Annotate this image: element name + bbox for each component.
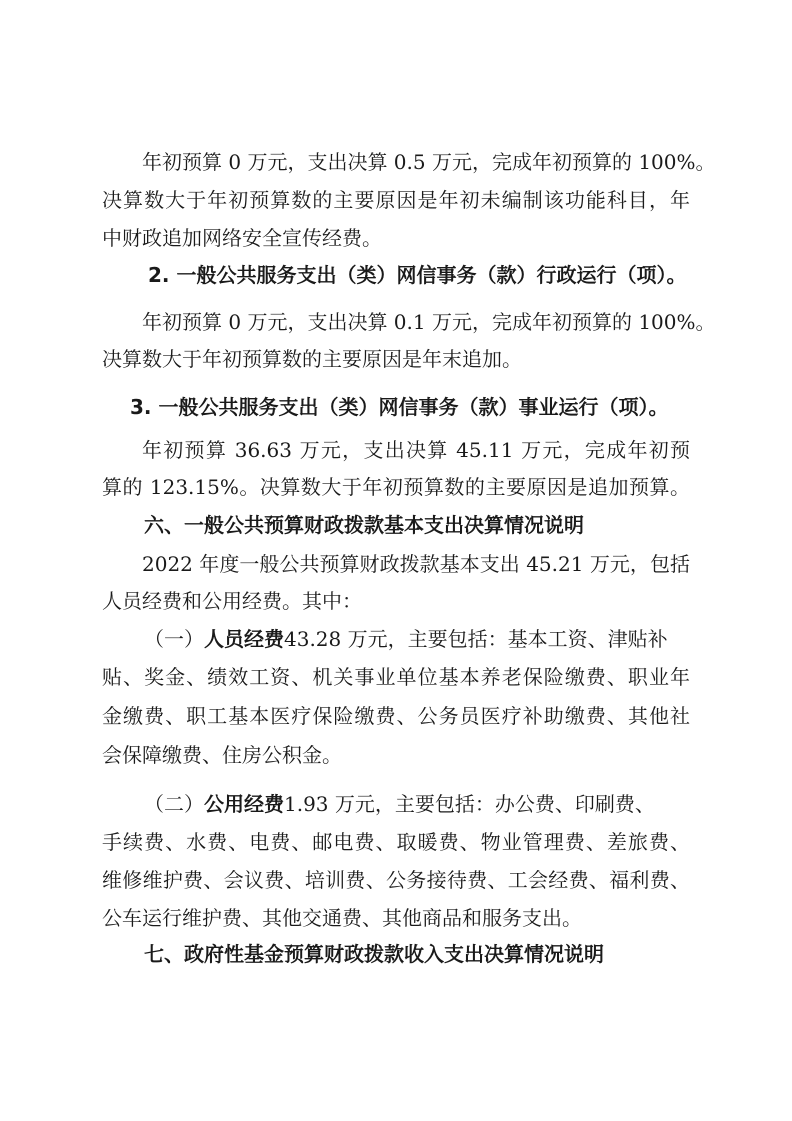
list-prefix: （一） <box>144 627 204 651</box>
paragraph-line: 算的 123.15%。决算数大于年初预算数的主要原因是追加预算。 <box>102 475 690 499</box>
paragraph-line: 金缴费、职工基本医疗保险缴费、公务员医疗补助缴费、其他社 <box>102 704 690 728</box>
paragraph-line: 年初预算 0 万元，支出决算 0.5 万元，完成年初预算的 100%。 <box>142 150 716 174</box>
label-personnel-expense: 人员经费 <box>204 627 284 651</box>
section-heading: 七、政府性基金预算财政拨款收入支出决算情况说明 <box>144 942 604 966</box>
paragraph-line: 年初预算 0 万元，支出决算 0.1 万元，完成年初预算的 100%。 <box>142 310 716 334</box>
paragraph-line: 公车运行维护费、其他交通费、其他商品和服务支出。 <box>102 906 582 930</box>
section-heading: 3. 一般公共服务支出（类）网信事务（款）事业运行（项）。 <box>130 395 669 419</box>
paragraph-line: 2022 年度一般公共预算财政拨款基本支出 45.21 万元，包括 <box>142 552 690 576</box>
paragraph-line: 决算数大于年初预算数的主要原因是年末追加。 <box>102 347 522 371</box>
paragraph-line: 人员经费和公用经费。其中： <box>102 589 362 613</box>
paragraph-line: （二）公用经费1.93 万元，主要包括：办公费、印刷费、 <box>144 792 655 816</box>
list-prefix: （二） <box>144 792 204 816</box>
label-public-expense: 公用经费 <box>204 792 284 816</box>
paragraph-line: 中财政追加网络安全宣传经费。 <box>102 226 382 250</box>
paragraph-line: 维修维护费、会议费、培训费、公务接待费、工会经费、福利费、 <box>102 868 690 892</box>
paragraph-line: （一）人员经费43.28 万元，主要包括：基本工资、津贴补 <box>144 627 668 651</box>
paragraph-line: 手续费、水费、电费、邮电费、取暖费、物业管理费、差旅费、 <box>102 830 690 854</box>
paragraph-line: 年初预算 36.63 万元，支出决算 45.11 万元，完成年初预 <box>142 438 690 462</box>
paragraph-line: 会保障缴费、住房公积金。 <box>102 743 342 767</box>
paragraph-line: 贴、奖金、绩效工资、机关事业单位基本养老保险缴费、职业年 <box>102 665 690 689</box>
paragraph-line: 决算数大于年初预算数的主要原因是年初未编制该功能科目，年 <box>102 188 690 212</box>
section-heading: 2. 一般公共服务支出（类）网信事务（款）行政运行（项）。 <box>148 263 687 287</box>
section-heading: 六、一般公共预算财政拨款基本支出决算情况说明 <box>144 513 584 537</box>
